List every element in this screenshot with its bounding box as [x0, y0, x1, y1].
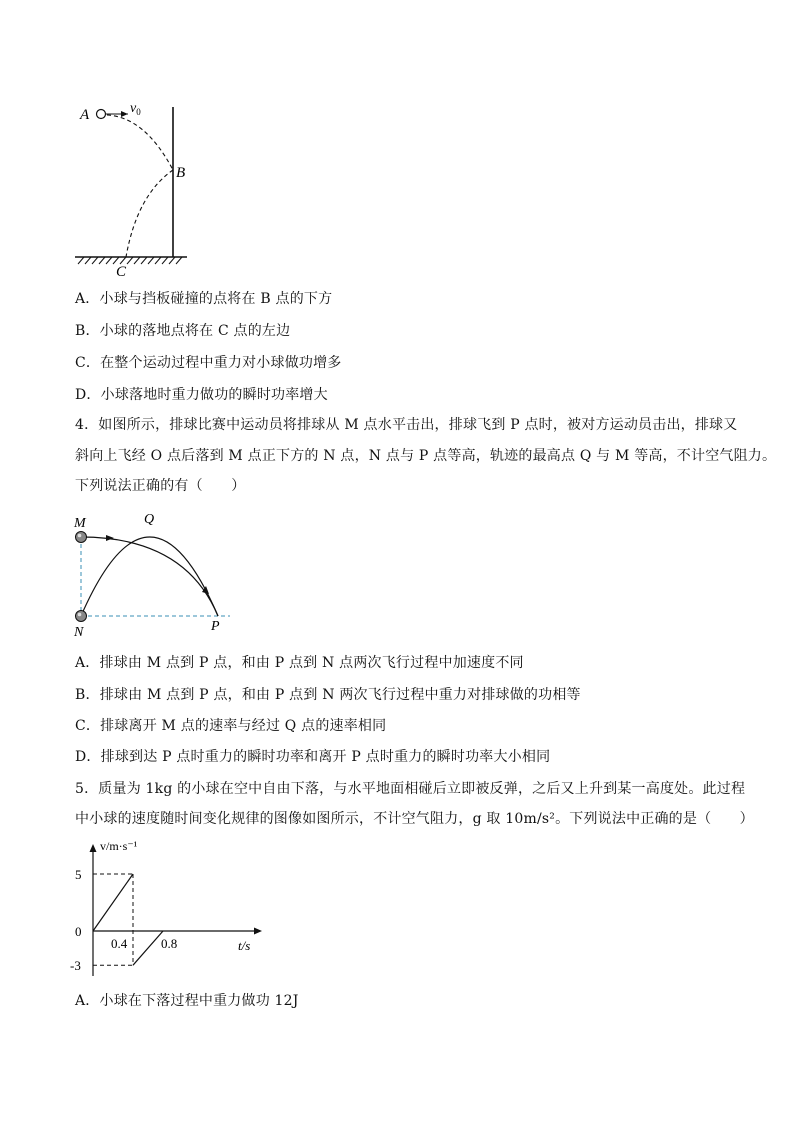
- q3-option-d: D．小球落地时重力做功的瞬时功率增大: [75, 387, 328, 403]
- q5-stem-line-2: 中小球的速度随时间变化规律的图像如图所示，不计空气阻力，g 取 10m/s²。下列说法中正确的是（ ）: [75, 811, 754, 827]
- label-b: B: [176, 165, 186, 181]
- trajectory-bc: [126, 170, 173, 257]
- trajectory-ab: [107, 115, 173, 170]
- q4-stem-line-3: 下列说法正确的有（ ）: [75, 478, 246, 494]
- q5-option-a: A．小球在下落过程中重力做功 12J: [75, 993, 299, 1009]
- q4-option-d: D．排球到达 P 点时重力的瞬时功率和离开 P 点时重力的瞬时功率大小相同: [75, 749, 551, 765]
- ball-m: [76, 532, 87, 543]
- y-tick-0: 0: [75, 924, 82, 939]
- series-line-1: [133, 931, 163, 965]
- x-axis-arrow: [254, 928, 262, 935]
- q5-stem-line-1: 5．质量为 1kg 的小球在空中自由下落，与水平地面相碰后立即被反弹，之后又上升到某一高度处。此过程: [75, 781, 746, 797]
- label-p: P: [211, 619, 220, 634]
- series-line-0: [93, 874, 133, 931]
- y-tick-neg3: -3: [70, 958, 81, 974]
- q4-stem-line-2: 斜向上飞经 O 点后落到 M 点正下方的 N 点，N 点与 P 点等高，轨迹的最高点 Q 与 M 等高，不计空气阻力。: [75, 448, 777, 464]
- y-axis-arrow: [90, 844, 97, 852]
- x-axis-label: t/s: [238, 938, 251, 953]
- x-tick-08: 0.8: [161, 936, 178, 951]
- q3-option-a: A．小球与挡板碰撞的点将在 B 点的下方: [75, 291, 333, 307]
- x-tick-04: 0.4: [111, 936, 128, 951]
- volleyball-figure: [70, 508, 240, 643]
- y-tick-5: 5: [75, 867, 82, 882]
- label-c: C: [116, 264, 127, 280]
- q4-option-a: A．排球由 M 点到 P 点，和由 P 点到 N 点两次飞行过程中加速度不同: [75, 655, 524, 671]
- y-axis-label: v/m·s⁻¹: [100, 839, 138, 853]
- q3-option-b: B．小球的落地点将在 C 点的左边: [75, 323, 291, 339]
- q3-option-c: C．在整个运动过程中重力对小球做功增多: [75, 355, 342, 371]
- label-m: M: [74, 516, 86, 531]
- q4-option-b: B．排球由 M 点到 P 点，和由 P 点到 N 两次飞行过程中重力对排球做的功相等: [75, 687, 581, 703]
- label-q: Q: [144, 512, 155, 527]
- q4-option-c: C．排球离开 M 点的速率与经过 Q 点的速率相同: [75, 718, 387, 734]
- label-n: N: [74, 625, 84, 640]
- label-v0: $v_0$: [130, 101, 141, 117]
- ball-n: [76, 611, 87, 622]
- ball-a: [97, 110, 106, 119]
- velocity-time-chart: [70, 838, 280, 983]
- label-a: A: [80, 107, 90, 123]
- arrow-mp: [106, 535, 114, 541]
- projectile-wall-figure: [70, 95, 200, 280]
- q4-stem-line-1: 4．如图所示，排球比赛中运动员将排球从 M 点水平击出，排球飞到 P 点时，被对方运动员击出，排球又: [75, 417, 738, 433]
- velocity-arrow: [121, 111, 128, 117]
